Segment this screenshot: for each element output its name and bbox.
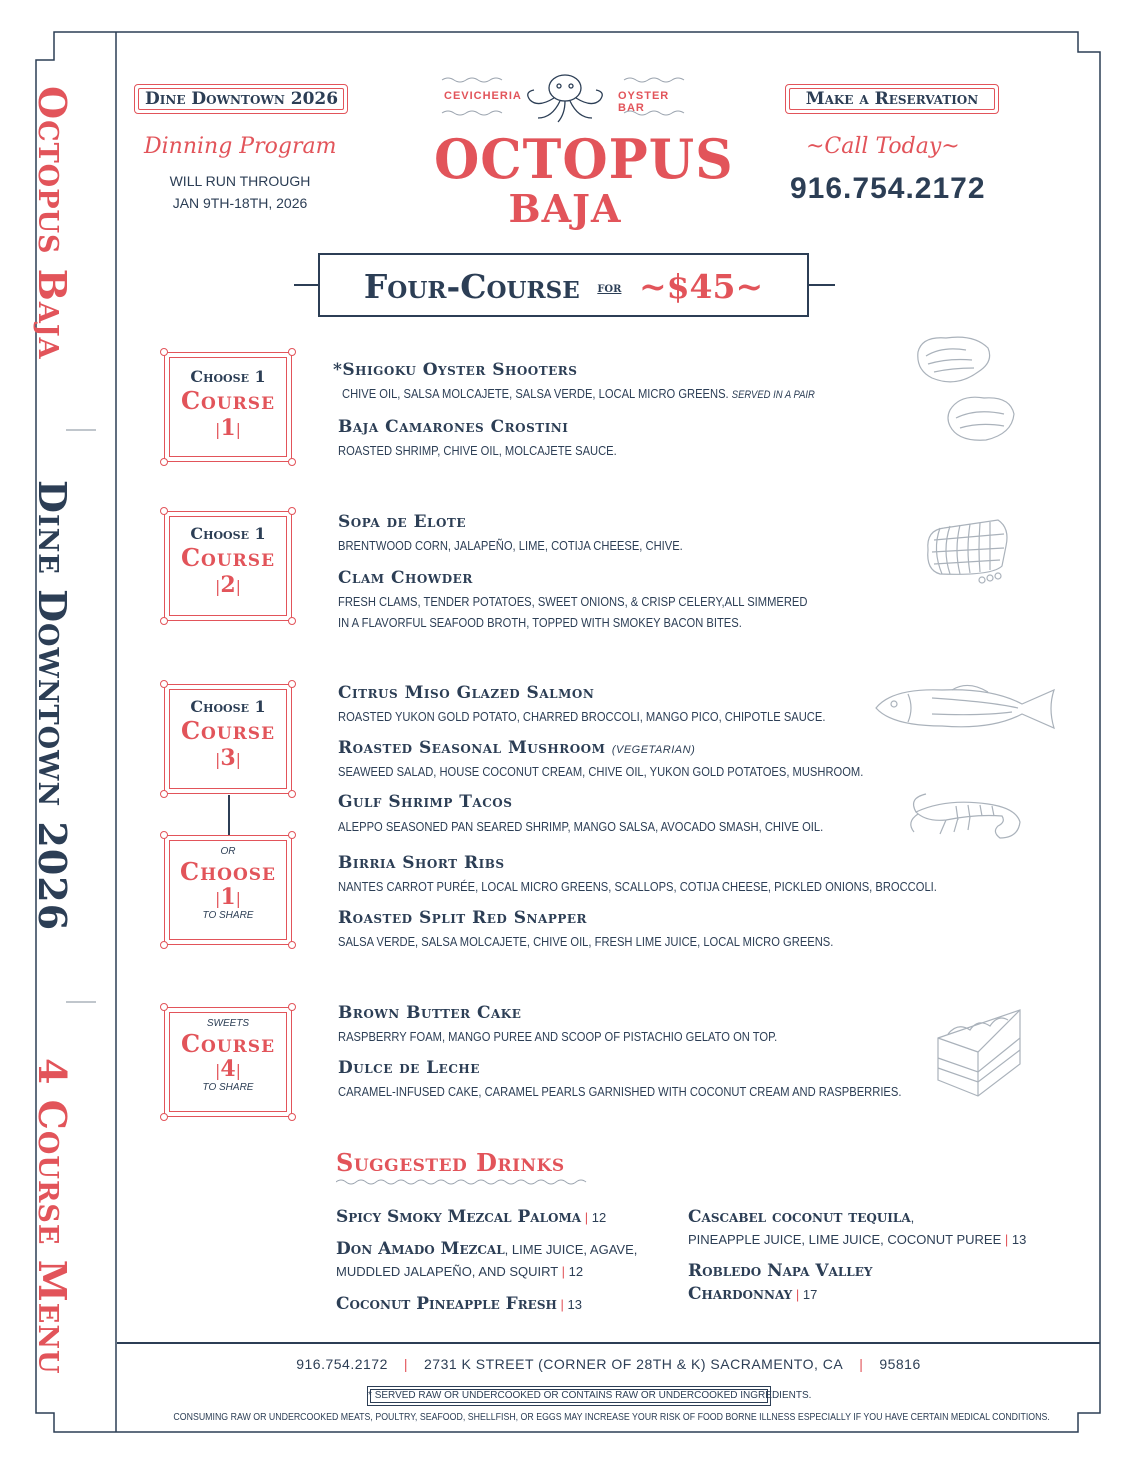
course-3-word: Course (180, 716, 276, 745)
menu-item-desc: CHIVE OIL, SALSA MOLCAJETE, SALSA VERDE, LOCAL MICRO GREENS. SERVED IN A PAIR (342, 386, 815, 401)
title-for-label: FOR (597, 283, 622, 295)
raw-food-note: * SERVED RAW OR UNDERCOOKED OR CONTAINS RAW OR UNDERCOOKED INGREDIENTS. (367, 1386, 771, 1406)
menu-item-desc: ROASTED SHRIMP, CHIVE OIL, MOLCAJETE SAUCE. (338, 443, 617, 458)
menu-item-desc: ROASTED YUKON GOLD POTATO, CHARRED BROCCOLI, MANGO PICO, CHIPOTLE SAUCE. (338, 709, 826, 724)
menu-item-desc: FRESH CLAMS, TENDER POTATOES, SWEET ONIONS, & CRISP CELERY,ALL SIMMERED (338, 594, 808, 609)
spine-restaurant-name: Octopus Baja (30, 86, 75, 360)
menu-item-name: Clam Chowder (338, 568, 473, 588)
drinks-wave-divider (336, 1178, 594, 1186)
menu-item-desc: SALSA VERDE, SALSA MOLCAJETE, CHIVE OIL, FRESH LIME JUICE, LOCAL MICRO GREENS. (338, 934, 834, 949)
header-phone[interactable]: 916.754.2172 (790, 172, 986, 205)
event-tag-label: Dine Downtown 2026 (145, 89, 339, 109)
footer-zip: 95816 (879, 1356, 921, 1372)
drink-item: Robledo Napa Valley Chardonnay | 17 (688, 1261, 873, 1304)
menu-item-name: Roasted Seasonal Mushroom (VEGETARIAN) (338, 738, 696, 758)
drink-item: Don Amado Mezcal, LIME JUICE, AGAVE, MUDDLED JALAPEÑO, AND SQUIRT | 12 (336, 1239, 638, 1279)
course-4-sweets: SWEETS (206, 1018, 250, 1029)
cake-icon (934, 1004, 1024, 1100)
reservation-tag[interactable] (785, 84, 999, 114)
course-1-word: Course (180, 386, 276, 415)
health-disclaimer: CONSUMING RAW OR UNDERCOOKED MEATS, POULTRY, SEAFOOD, SHELLFISH, OR EGGS MAY INCREASE YOUR RISK OF FOOD BORNE ILLNESS ESPECIALLY IF YOU HAVE CERTAIN MEDICAL CONDITIONS. (173, 1412, 1050, 1423)
logo-left-text: CEVICHERIA (444, 90, 522, 102)
course-1-number: |1| (214, 415, 242, 441)
drink-item: Cascabel coconut tequila, PINEAPPLE JUICE, LIME JUICE, COCONUT PUREE | 13 (688, 1207, 1027, 1247)
program-line2: JAN 9TH-18TH, 2026 (172, 195, 308, 211)
course-4-number: |4| (214, 1056, 242, 1082)
footer-address: 2731 K STREET (CORNER OF 28TH & K) SACRAMENTO, CA (424, 1356, 844, 1372)
menu-item-desc: RASPBERRY FOAM, MANGO PUREE AND SCOOP OF PISTACHIO GELATO ON TOP. (338, 1029, 778, 1044)
logo-wave-divider (434, 108, 696, 118)
menu-item-desc: NANTES CARROT PURÉE, LOCAL MICRO GREENS, SCALLOPS, COTIJA CHEESE, PICKLED ONIONS, BROCCOLI. (338, 879, 937, 894)
title-box (318, 253, 809, 317)
course-share-number: |1| (214, 884, 242, 910)
spine-event-name: Dine Downtown 2026 (30, 480, 75, 932)
footer-rule (117, 1342, 1100, 1344)
course-4-note: TO SHARE (202, 1082, 254, 1093)
menu-item-desc: SEAWEED SALAD, HOUSE COCONUT CREAM, CHIVE OIL, YUKON GOLD POTATOES, MUSHROOM. (338, 764, 864, 779)
course-3-choose: Choose 1 (190, 697, 266, 716)
program-line1: WILL RUN THROUGH (169, 173, 311, 189)
logo (434, 66, 734, 236)
logo-title: OCTOPUS (434, 127, 734, 192)
title-price: ~$45~ (638, 267, 764, 306)
menu-item-name: Brown Butter Cake (338, 1003, 522, 1023)
drinks-title: Suggested Drinks (336, 1148, 565, 1177)
title-text (320, 267, 807, 306)
fish-icon (872, 680, 1062, 736)
drink-item: Spicy Smoky Mezcal Paloma | 12 (336, 1207, 607, 1227)
course-1-choose: Choose 1 (190, 367, 266, 386)
menu-item-desc: CARAMEL-INFUSED CAKE, CARAMEL PEARLS GARNISHED WITH COCONUT CREAM AND RASPBERRIES. (338, 1084, 902, 1099)
menu-item-name: Dulce de Leche (338, 1058, 480, 1078)
oyster-icon (912, 332, 1022, 450)
footer-contact: 916.754.2172 | 2731 K STREET (CORNER OF 28TH & K) SACRAMENTO, CA | 95816 (296, 1356, 921, 1372)
menu-item-name: Baja Camarones Crostini (338, 417, 569, 437)
course-2-choose: Choose 1 (190, 524, 266, 543)
event-tag (134, 84, 348, 114)
menu-item-desc: ALEPPO SEASONED PAN SEARED SHRIMP, MANGO SALSA, AVOCADO SMASH, CHIVE OIL. (338, 819, 824, 834)
menu-item-desc: IN A FLAVORFUL SEAFOOD BROTH, TOPPED WITH SMOKEY BACON BITES. (338, 615, 742, 630)
course-4-word: Course (180, 1029, 276, 1058)
reservation-tag-label: Make a Reservation (805, 89, 979, 109)
course-3-share-badge (164, 835, 292, 945)
footer-phone[interactable]: 916.754.2172 (296, 1356, 388, 1372)
course-2-number: |2| (214, 572, 242, 598)
corn-icon (920, 514, 1012, 586)
course-2-word: Course (180, 543, 276, 572)
course-share-or: OR (220, 846, 236, 857)
call-today-script: ~Call Today~ (806, 134, 960, 159)
logo-right-text: OYSTER BAR (618, 90, 670, 114)
menu-item-name: *Shigoku Oyster Shooters (333, 360, 578, 380)
menu-item-name: Citrus Miso Glazed Salmon (338, 683, 595, 703)
menu-item-desc: BRENTWOOD CORN, JALAPEÑO, LIME, COTIJA CHEESE, CHIVE. (338, 538, 683, 553)
course-3-badge (164, 684, 292, 794)
course-4-badge (164, 1007, 292, 1117)
logo-subtitle: BAJA (508, 186, 622, 231)
title-rule-right (809, 284, 835, 286)
course-share-note: TO SHARE (202, 910, 254, 921)
title-rule-left (294, 284, 318, 286)
course-2-badge (164, 511, 292, 621)
course-share-word: Choose (179, 857, 276, 886)
spine-menu-label: 4 Course Menu (30, 1058, 75, 1375)
menu-item-name: Sopa de Elote (338, 512, 467, 532)
menu-item-name: Roasted Split Red Snapper (338, 908, 587, 928)
title-course-label: Four-Course (363, 267, 580, 306)
program-script: Dinning Program (144, 134, 337, 159)
course-3-number: |3| (214, 745, 242, 771)
drink-item: Coconut Pineapple Fresh | 13 (336, 1294, 582, 1314)
course-1-badge (164, 352, 292, 462)
menu-item-name: Birria Short Ribs (338, 853, 505, 873)
program-dates (160, 170, 320, 214)
shrimp-icon (906, 792, 1026, 842)
course-3-connector (228, 795, 230, 835)
menu-item-name: Gulf Shrimp Tacos (338, 792, 513, 812)
